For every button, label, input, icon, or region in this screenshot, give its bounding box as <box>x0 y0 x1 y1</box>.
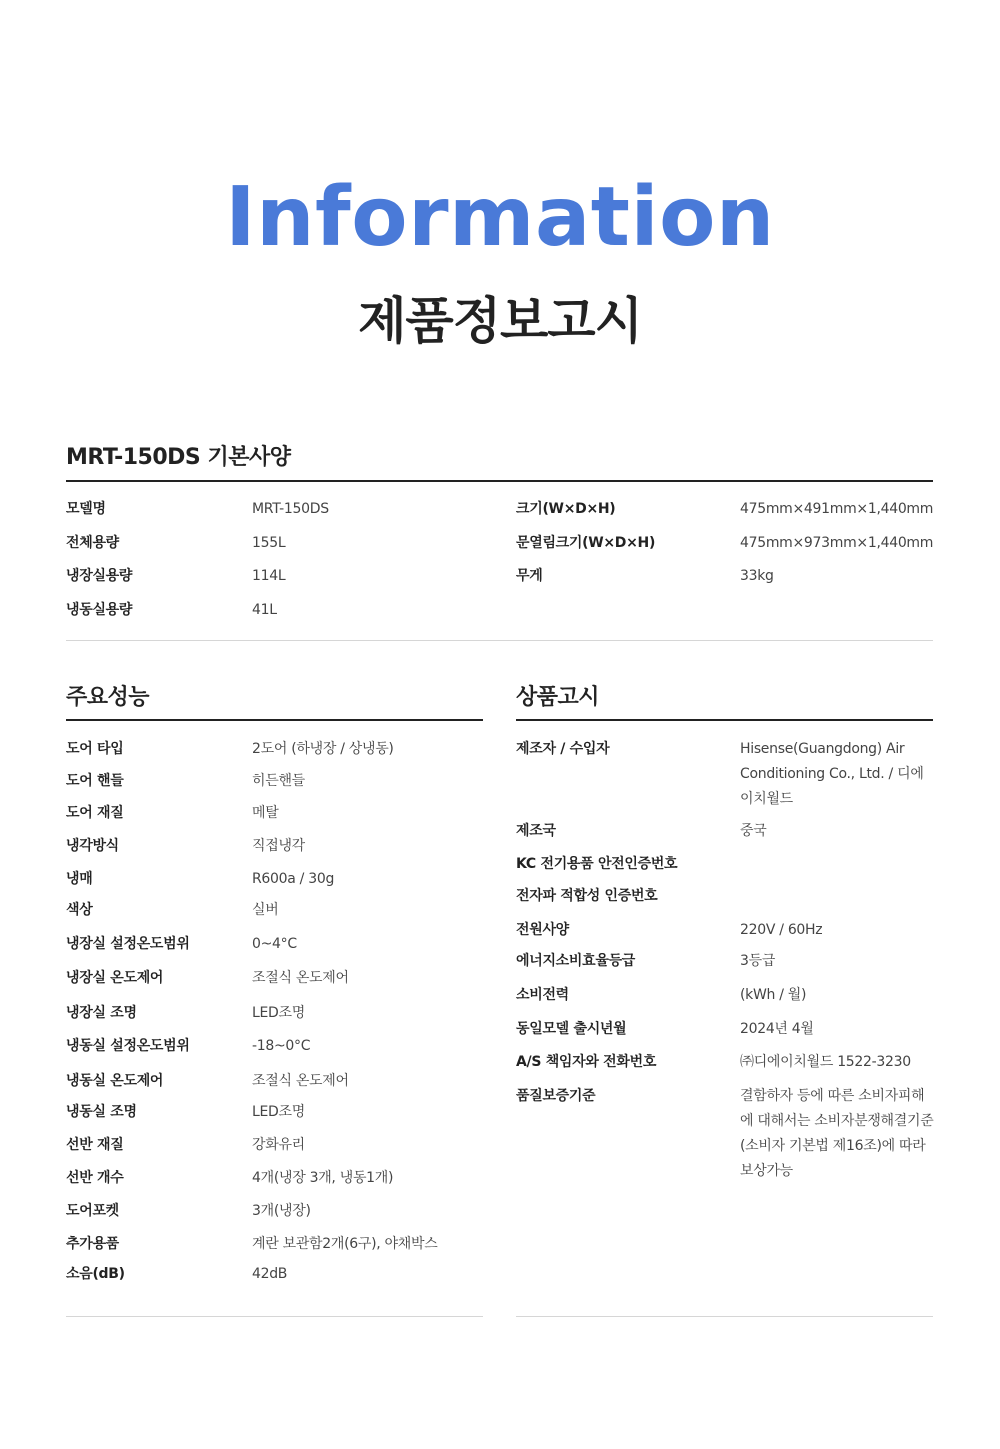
performance-value: 직접냉각 <box>252 838 305 854</box>
notice-label: 제조자 / 수입자 <box>516 741 610 757</box>
spec-value: 41L <box>252 602 277 618</box>
spec-label: 냉동실용량 <box>66 602 133 618</box>
notice-value: 3등급 <box>740 953 776 969</box>
notice-label: 동일모델 출시년월 <box>516 1021 627 1037</box>
performance-value: R600a / 30g <box>252 871 335 887</box>
performance-label: 추가용품 <box>66 1236 119 1252</box>
basic-spec-bottom-rule <box>66 640 933 641</box>
spec-value: 114L <box>252 568 286 584</box>
spec-label: 모델명 <box>66 501 106 517</box>
performance-value: 메탈 <box>252 805 279 821</box>
notice-value: 2024년 4월 <box>740 1021 814 1037</box>
basic-spec-title: MRT-150DS 기본사양 <box>66 445 291 470</box>
performance-value: 강화유리 <box>252 1137 305 1153</box>
notice-value: (kWh / 월) <box>740 987 807 1003</box>
performance-label: 냉장실 조명 <box>66 1005 137 1021</box>
performance-label: 선반 개수 <box>66 1170 124 1186</box>
spec-value: 475mm×973mm×1,440mm <box>740 535 934 551</box>
spec-label: 전체용량 <box>66 535 119 551</box>
performance-label: 소음(dB) <box>66 1266 125 1282</box>
performance-value: -18~0°C <box>252 1038 311 1054</box>
performance-label: 도어 핸들 <box>66 773 124 789</box>
performance-value: 42dB <box>252 1266 288 1282</box>
performance-value: LED조명 <box>252 1005 305 1021</box>
notice-label: 제조국 <box>516 823 556 839</box>
performance-divider <box>66 719 483 721</box>
notice-value: 220V / 60Hz <box>740 922 823 938</box>
performance-label: 냉매 <box>66 871 93 887</box>
notice-label: 전자파 적합성 인증번호 <box>516 888 658 904</box>
notice-value: 결함하자 등에 따른 소비자피해에 대해서는 소비자분쟁해결기준 (소비자 기본법 제16조)에 따라 보상가능 <box>740 1088 934 1179</box>
notice-bottom-rule <box>516 1316 933 1317</box>
performance-bottom-rule <box>66 1316 483 1317</box>
performance-value: LED조명 <box>252 1104 305 1120</box>
spec-label: 무게 <box>516 568 543 584</box>
performance-label: 냉장실 온도제어 <box>66 970 164 986</box>
notice-value: Hisense(Guangdong) Air Conditioning Co., Ltd. / 디에이치월드 <box>740 741 924 807</box>
notice-label: A/S 책임자와 전화번호 <box>516 1054 657 1070</box>
performance-title: 주요성능 <box>66 685 150 710</box>
performance-label: 색상 <box>66 902 93 918</box>
performance-value: 3개(냉장) <box>252 1203 311 1219</box>
performance-label: 냉동실 설정온도범위 <box>66 1038 190 1054</box>
product-notice-title: 제품정보고시 <box>358 292 642 350</box>
notice-label: 품질보증기준 <box>516 1088 596 1104</box>
performance-label: 냉각방식 <box>66 838 119 854</box>
performance-label: 냉동실 조명 <box>66 1104 137 1120</box>
spec-value: 475mm×491mm×1,440mm <box>740 501 934 517</box>
performance-value: 조절식 온도제어 <box>252 1073 349 1089</box>
performance-value: 계란 보관함2개(6구), 야채박스 <box>252 1236 438 1252</box>
spec-label: 냉장실용량 <box>66 568 133 584</box>
spec-value: 33kg <box>740 568 774 584</box>
performance-value: 4개(냉장 3개, 냉동1개) <box>252 1170 394 1186</box>
spec-label: 문열림크기(W×D×H) <box>516 535 656 551</box>
notice-value: 중국 <box>740 823 767 839</box>
notice-label: 전원사양 <box>516 922 569 938</box>
performance-value: 조절식 온도제어 <box>252 970 349 986</box>
notice-label: KC 전기용품 안전인증번호 <box>516 856 678 872</box>
information-title: Information <box>225 170 775 265</box>
performance-label: 도어 재질 <box>66 805 124 821</box>
spec-value: 155L <box>252 535 286 551</box>
performance-label: 냉동실 온도제어 <box>66 1073 164 1089</box>
performance-value: 0~4°C <box>252 936 297 952</box>
notice-title: 상품고시 <box>516 685 600 710</box>
notice-value: ㈜디에이치월드 1522-3230 <box>740 1054 911 1070</box>
notice-divider <box>516 719 933 721</box>
performance-value: 실버 <box>252 902 279 918</box>
performance-value: 2도어 (하냉장 / 상냉동) <box>252 741 394 757</box>
performance-label: 선반 재질 <box>66 1137 124 1153</box>
performance-value: 히든핸들 <box>252 773 305 789</box>
spec-label: 크기(W×D×H) <box>516 501 616 517</box>
notice-label: 소비전력 <box>516 987 569 1003</box>
performance-label: 도어포켓 <box>66 1203 119 1219</box>
notice-label: 에너지소비효율등급 <box>516 953 636 969</box>
performance-label: 도어 타입 <box>66 741 124 757</box>
performance-label: 냉장실 설정온도범위 <box>66 936 190 952</box>
basic-spec-divider <box>66 480 933 482</box>
spec-value: MRT-150DS <box>252 501 329 517</box>
